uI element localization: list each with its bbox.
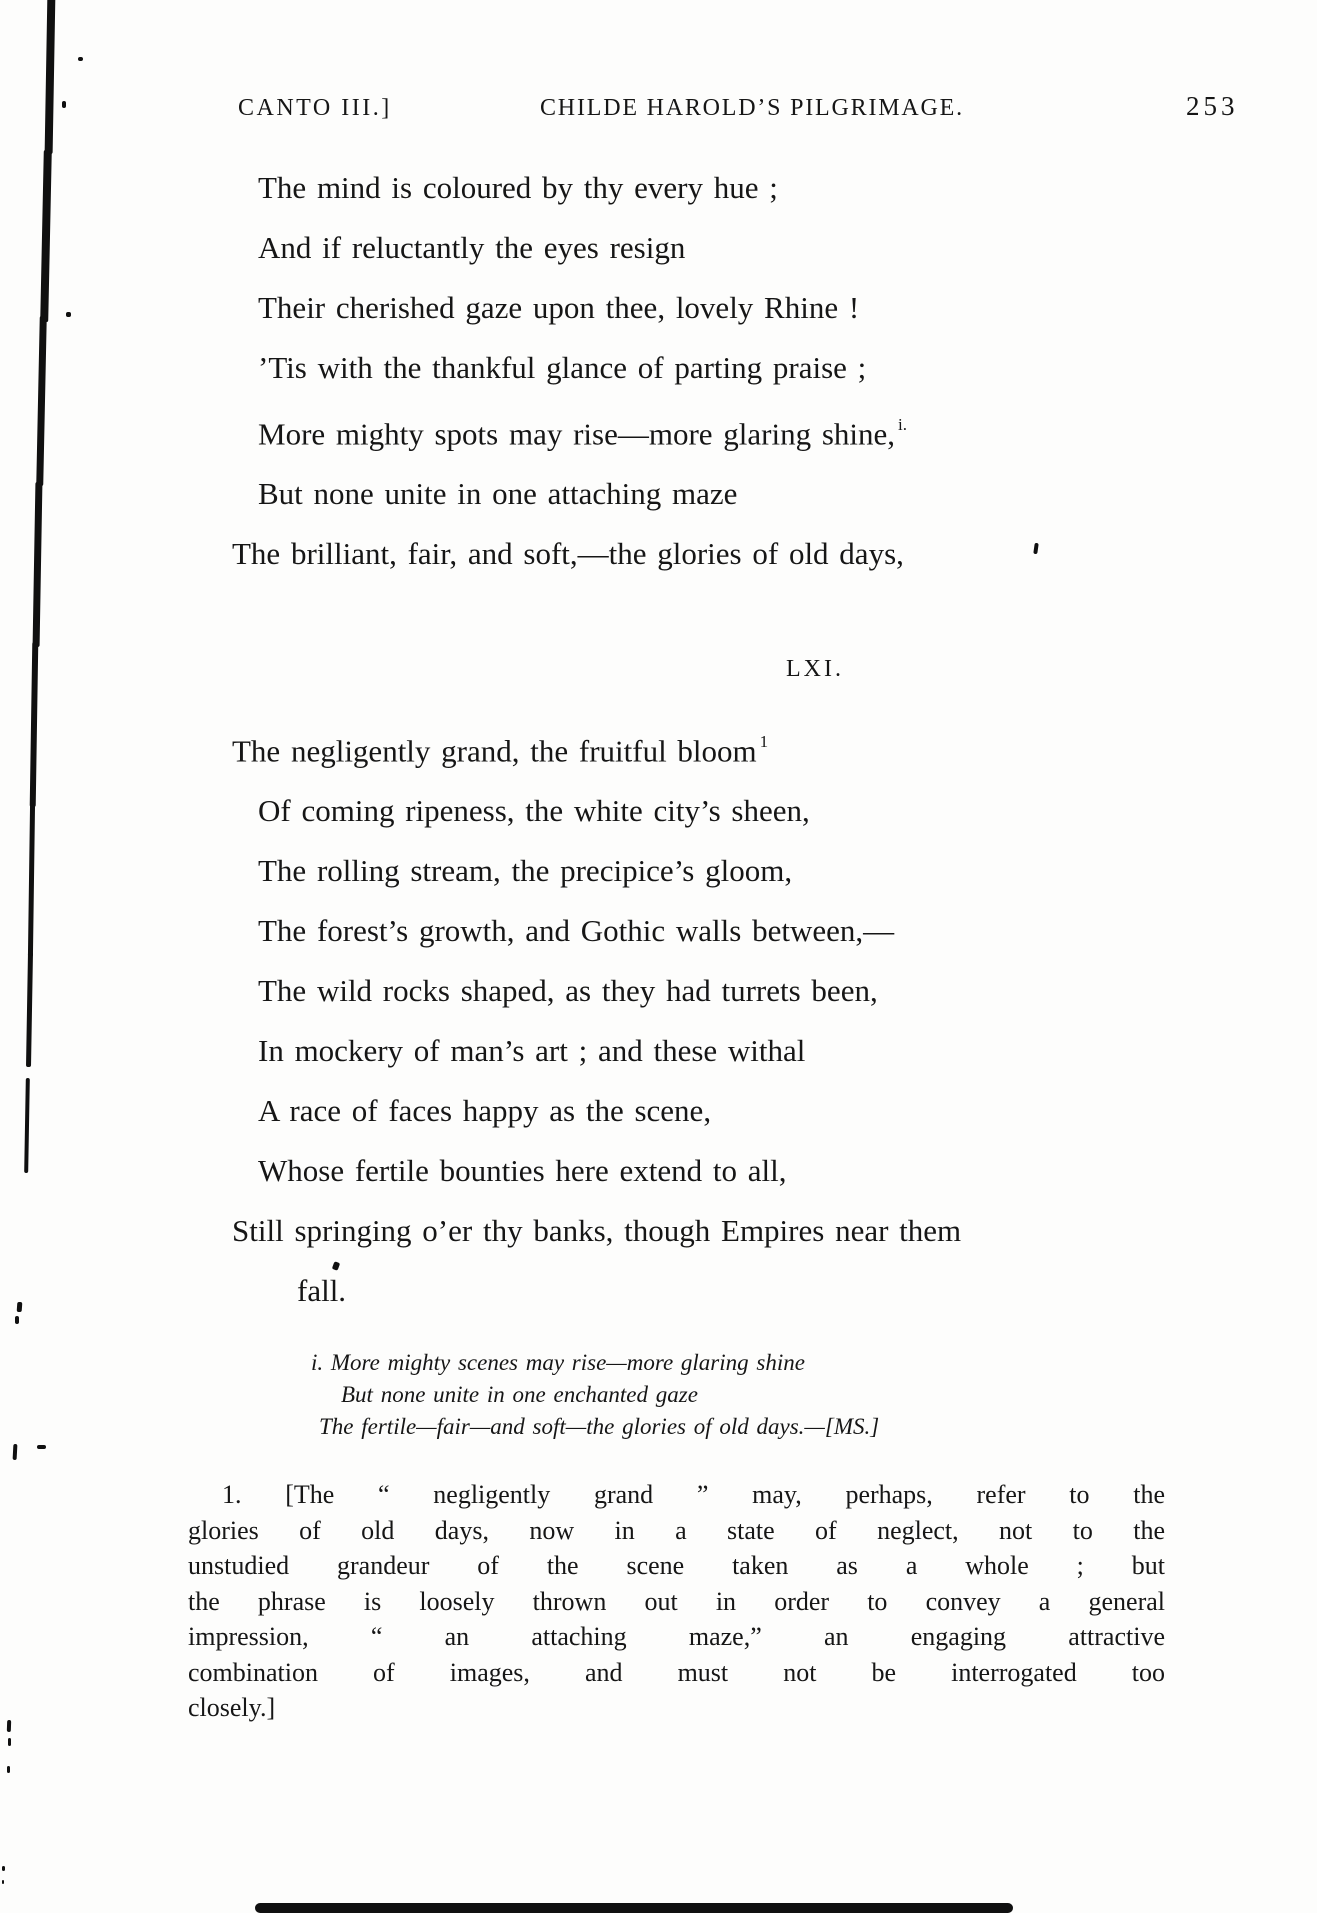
poem-line: In mockery of man’s art ; and these withal: [258, 1033, 806, 1069]
poem-line: And if reluctantly the eyes resign: [258, 230, 686, 265]
poem-line: Their cherished gaze upon thee, lovely Rhine !: [258, 290, 860, 325]
ink-speck: [7, 1766, 10, 1773]
binding-line-artifact: [28, 802, 35, 957]
binding-line-artifact: [40, 150, 52, 322]
footnote-line: 1. [The “ negligently grand ” may, perhaps, refer to the: [222, 1480, 1165, 1509]
ink-speck: [13, 1444, 18, 1460]
bottom-scan-bar: [255, 1903, 1013, 1913]
ink-speck: [37, 1445, 46, 1449]
poem-line: The wild rocks shaped, as they had turrets been,: [258, 973, 878, 1009]
ink-speck: [2, 1880, 4, 1884]
stanza-heading-lxi: LXI.: [786, 656, 844, 682]
poem-line: Of coming ripeness, the white city’s sheen,: [258, 793, 810, 829]
binding-line-artifact: [33, 482, 43, 647]
editorial-footnote: [188, 1477, 1165, 1726]
footnote-line: unstudied grandeur of the scene taken as a whole ; but: [188, 1551, 1165, 1580]
running-head-title: CHILDE HAROLD’S PILGRIMAGE.: [540, 95, 964, 121]
footnote-marker: 1: [759, 732, 769, 752]
binding-line-artifact: [45, 0, 56, 154]
stanza-lx-continuation: [232, 158, 1232, 584]
footnote-line: impression, “ an attaching maze,” an engaging attractive: [188, 1622, 1165, 1651]
ink-speck: [7, 1720, 11, 1732]
poem-line: But none unite in one attaching maze: [258, 476, 738, 512]
poem-line: The mind is coloured by thy every hue ;: [258, 170, 778, 205]
ink-speck: [66, 312, 71, 317]
stanza-lxi: [232, 715, 1232, 1321]
running-head-canto: CANTO III.]: [238, 95, 392, 121]
poem-line: The rolling stream, the precipice’s gloom,: [258, 853, 793, 889]
poem-line: Whose fertile bounties here extend to all,: [258, 1153, 787, 1189]
ink-speck: [15, 1316, 19, 1324]
ink-speck: [62, 101, 66, 108]
ink-speck: [78, 57, 83, 61]
poem-line: The forest’s growth, and Gothic walls between,—: [258, 913, 895, 949]
footnote-marker: i.: [898, 415, 908, 435]
page-number: 253: [1186, 91, 1239, 121]
binding-line-artifact: [24, 1078, 30, 1173]
poem-line: More mighty spots may rise—more glaring shine, $^{i.}$: [258, 415, 908, 452]
ink-speck: [2, 1866, 5, 1871]
binding-line-artifact: [26, 952, 33, 1067]
poem-line: The brilliant, fair, and soft,—the glories of old days,: [232, 536, 904, 572]
footnote-line: closely.]: [188, 1693, 276, 1722]
poem-line: ’Tis with the thankful glance of parting praise ;: [258, 350, 867, 385]
poem-line: A race of faces happy as the scene,: [258, 1093, 712, 1129]
poem-line: fall.: [297, 1273, 347, 1309]
binding-line-artifact: [36, 316, 47, 486]
poem-line: The negligently grand, the fruitful bloom $^1$: [232, 732, 769, 769]
poem-line: Still springing o’er thy banks, though Empires near them: [232, 1213, 962, 1249]
ms-note-line: But none unite in one enchanted gaze: [341, 1382, 698, 1407]
binding-line-artifact: [30, 642, 39, 807]
footnote-line: combination of images, and must not be interrogated too: [188, 1657, 1165, 1687]
footnote-line: the phrase is loosely thrown out in order to convey a general: [188, 1586, 1165, 1616]
ms-variant-note: [311, 1347, 879, 1443]
ms-note-line: The fertile—fair—and soft—the glories of old days.—[MS.]: [319, 1414, 880, 1439]
ms-note-line: i. More mighty scenes may rise—more glaring shine: [311, 1350, 805, 1375]
ink-speck: [8, 1738, 11, 1746]
ink-speck: [17, 1302, 23, 1312]
footnote-line: glories of old days, now in a state of neglect, not to the: [188, 1515, 1165, 1545]
